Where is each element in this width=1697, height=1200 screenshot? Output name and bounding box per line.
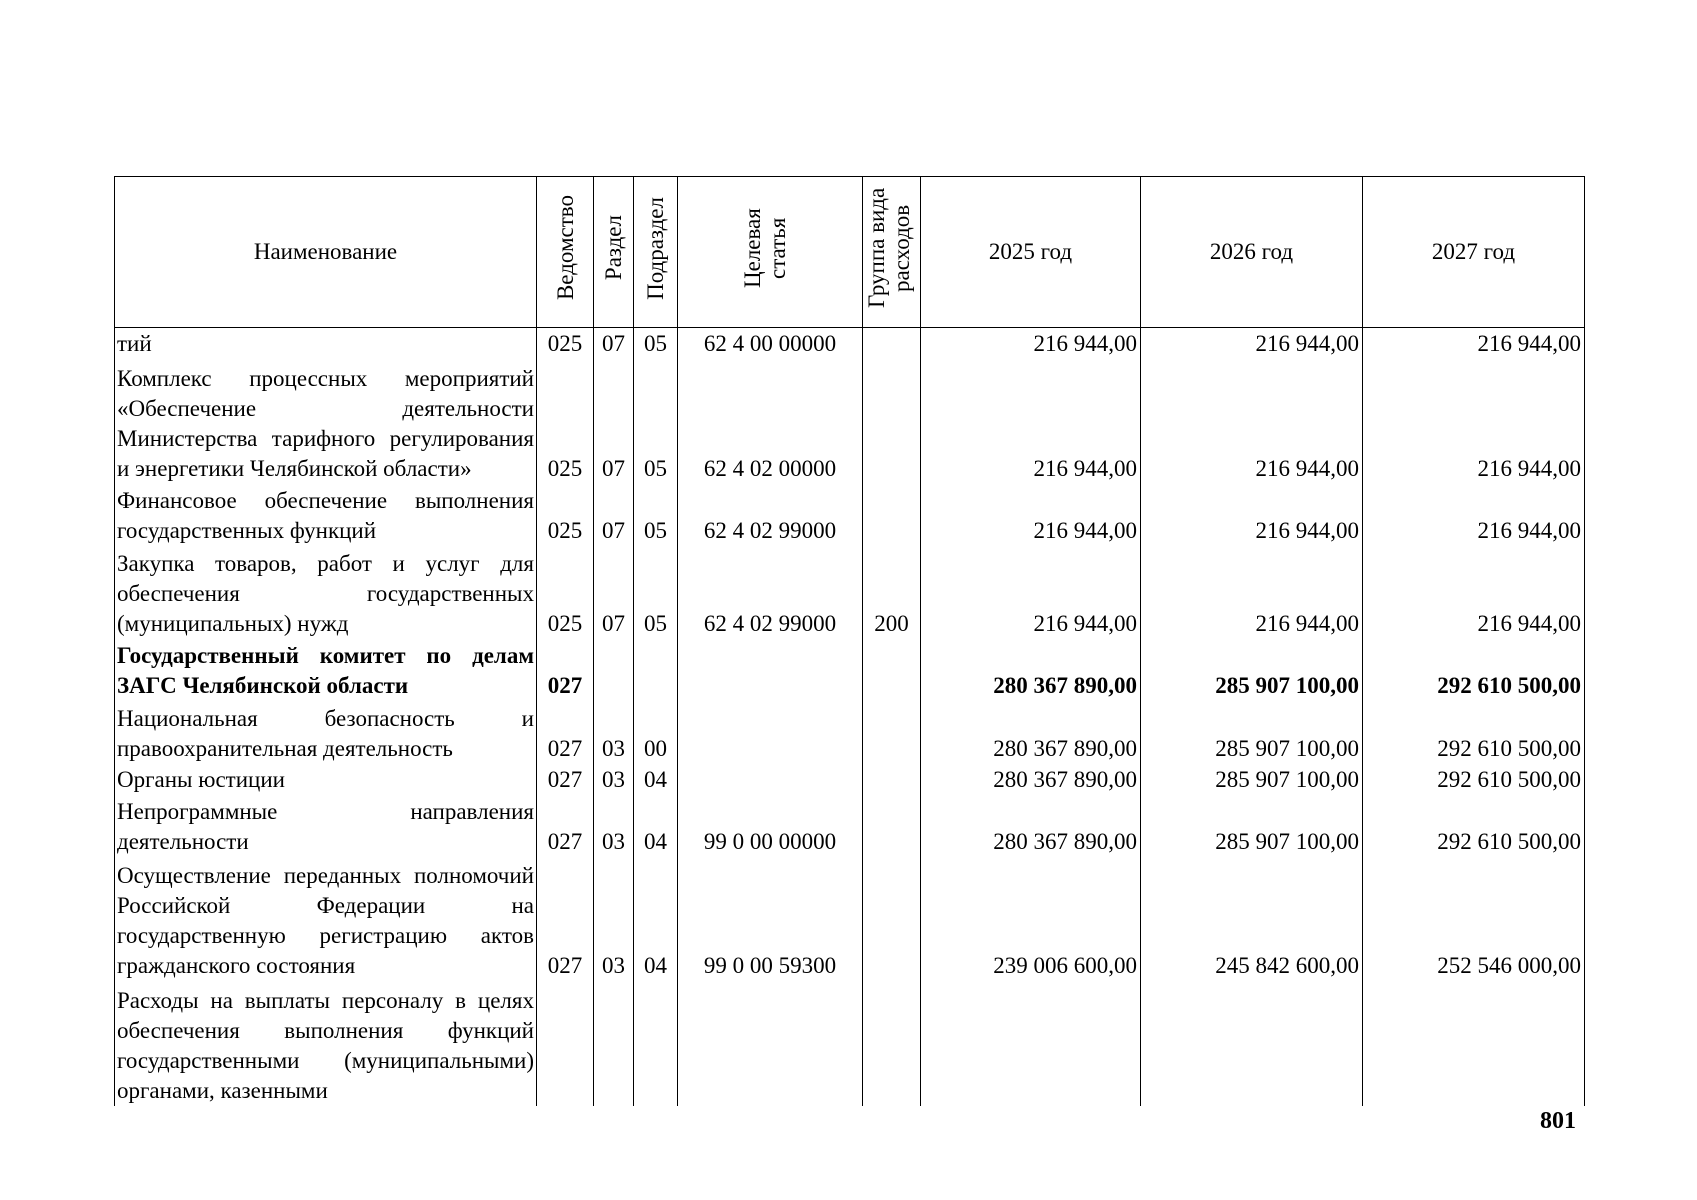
cell-department: 027 — [537, 795, 594, 857]
table-body — [115, 328, 1585, 1107]
table-row — [115, 795, 1585, 857]
header-section: Раздел — [594, 177, 634, 328]
cell-name: Органы юстиции — [115, 764, 537, 795]
cell-section: 03 — [594, 857, 634, 981]
cell-expense-group — [863, 981, 921, 1106]
cell-2027: 216 944,00 — [1363, 546, 1585, 639]
cell-2025: 280 367 890,00 — [921, 701, 1141, 763]
cell-2027 — [1363, 981, 1585, 1106]
cell-name: Осуществление переданных полномочий Российской Федерации на государственную регистрацию актов гражданского состояния — [115, 857, 537, 981]
cell-subsection — [634, 981, 678, 1106]
table-row — [115, 639, 1585, 701]
table-row — [115, 857, 1585, 981]
cell-subsection: 05 — [634, 328, 678, 360]
cell-department: 027 — [537, 639, 594, 701]
header-year-2025: 2025 год — [921, 177, 1141, 328]
cell-2026: 285 907 100,00 — [1141, 701, 1363, 763]
cell-target-article — [678, 639, 863, 701]
budget-table — [114, 176, 1585, 1106]
cell-section: 07 — [594, 359, 634, 483]
cell-name: Закупка товаров, работ и услуг для обеспечения государственных (муниципальных) нужд — [115, 546, 537, 639]
table-row — [115, 764, 1585, 795]
cell-target-article: 62 4 00 00000 — [678, 328, 863, 360]
cell-2025: 216 944,00 — [921, 328, 1141, 360]
cell-name: Непрограммные направления деятельности — [115, 795, 537, 857]
cell-subsection: 05 — [634, 484, 678, 546]
cell-subsection: 04 — [634, 795, 678, 857]
cell-section: 03 — [594, 764, 634, 795]
cell-target-article — [678, 701, 863, 763]
cell-target-article: 62 4 02 99000 — [678, 484, 863, 546]
cell-department: 027 — [537, 701, 594, 763]
cell-target-article: 99 0 00 59300 — [678, 857, 863, 981]
cell-expense-group — [863, 639, 921, 701]
cell-section — [594, 639, 634, 701]
cell-2025: 280 367 890,00 — [921, 764, 1141, 795]
cell-target-article: 62 4 02 99000 — [678, 546, 863, 639]
cell-subsection: 00 — [634, 701, 678, 763]
cell-2025: 216 944,00 — [921, 484, 1141, 546]
page-number: 801 — [1540, 1108, 1576, 1134]
cell-2027: 216 944,00 — [1363, 484, 1585, 546]
header-row — [115, 177, 1585, 328]
cell-2026: 216 944,00 — [1141, 359, 1363, 483]
cell-name: Комплекс процессных мероприятий «Обеспечение деятельности Министерства тарифного регулирования и энергетики Челябинской области» — [115, 359, 537, 483]
table-row — [115, 981, 1585, 1106]
cell-2026: 216 944,00 — [1141, 546, 1363, 639]
cell-subsection: 05 — [634, 359, 678, 483]
cell-2026: 216 944,00 — [1141, 328, 1363, 360]
cell-expense-group — [863, 764, 921, 795]
cell-2026: 285 907 100,00 — [1141, 795, 1363, 857]
cell-2025: 216 944,00 — [921, 546, 1141, 639]
cell-2027: 292 610 500,00 — [1363, 795, 1585, 857]
cell-section: 03 — [594, 795, 634, 857]
table-row — [115, 328, 1585, 360]
cell-2025: 280 367 890,00 — [921, 795, 1141, 857]
cell-expense-group — [863, 359, 921, 483]
cell-2027: 216 944,00 — [1363, 328, 1585, 360]
cell-section — [594, 981, 634, 1106]
header-year-2027: 2027 год — [1363, 177, 1585, 328]
cell-expense-group: 200 — [863, 546, 921, 639]
cell-target-article: 99 0 00 00000 — [678, 795, 863, 857]
cell-2027: 292 610 500,00 — [1363, 764, 1585, 795]
cell-section: 07 — [594, 328, 634, 360]
header-name: Наименование — [115, 177, 537, 328]
cell-target-article — [678, 981, 863, 1106]
cell-subsection — [634, 639, 678, 701]
cell-department: 025 — [537, 328, 594, 360]
header-year-2026: 2026 год — [1141, 177, 1363, 328]
table-row — [115, 546, 1585, 639]
cell-expense-group — [863, 857, 921, 981]
cell-2026: 285 907 100,00 — [1141, 764, 1363, 795]
cell-department: 027 — [537, 764, 594, 795]
cell-2027: 292 610 500,00 — [1363, 639, 1585, 701]
cell-expense-group — [863, 795, 921, 857]
cell-expense-group — [863, 484, 921, 546]
cell-department: 025 — [537, 546, 594, 639]
cell-2027: 292 610 500,00 — [1363, 701, 1585, 763]
cell-expense-group — [863, 701, 921, 763]
header-department: Ведомство — [537, 177, 594, 328]
cell-section: 03 — [594, 701, 634, 763]
cell-target-article — [678, 764, 863, 795]
cell-section: 07 — [594, 546, 634, 639]
cell-expense-group — [863, 328, 921, 360]
table-row — [115, 359, 1585, 483]
table-row — [115, 484, 1585, 546]
cell-department — [537, 981, 594, 1106]
cell-name: Финансовое обеспечение выполнения государственных функций — [115, 484, 537, 546]
cell-2026: 285 907 100,00 — [1141, 639, 1363, 701]
cell-2025: 216 944,00 — [921, 359, 1141, 483]
cell-2025: 280 367 890,00 — [921, 639, 1141, 701]
cell-2026: 245 842 600,00 — [1141, 857, 1363, 981]
cell-2027: 216 944,00 — [1363, 359, 1585, 483]
cell-name: тий — [115, 328, 537, 360]
cell-2027: 252 546 000,00 — [1363, 857, 1585, 981]
header-subsection: Подраздел — [634, 177, 678, 328]
cell-2026: 216 944,00 — [1141, 484, 1363, 546]
header-target-article: Целевая статья — [678, 177, 863, 328]
cell-department: 025 — [537, 359, 594, 483]
cell-name: Государственный комитет по делам ЗАГС Челябинской области — [115, 639, 537, 701]
cell-subsection: 04 — [634, 764, 678, 795]
cell-subsection: 05 — [634, 546, 678, 639]
header-expense-group: Группа вида расходов — [863, 177, 921, 328]
table-row — [115, 701, 1585, 763]
cell-subsection: 04 — [634, 857, 678, 981]
cell-section: 07 — [594, 484, 634, 546]
cell-2025: 239 006 600,00 — [921, 857, 1141, 981]
cell-department: 025 — [537, 484, 594, 546]
cell-2025 — [921, 981, 1141, 1106]
cell-department: 027 — [537, 857, 594, 981]
cell-target-article: 62 4 02 00000 — [678, 359, 863, 483]
cell-2026 — [1141, 981, 1363, 1106]
cell-name: Расходы на выплаты персоналу в целях обеспечения выполнения функций государственными (муниципальными) органами, казенными — [115, 981, 537, 1106]
cell-name: Национальная безопасность и правоохранительная деятельность — [115, 701, 537, 763]
